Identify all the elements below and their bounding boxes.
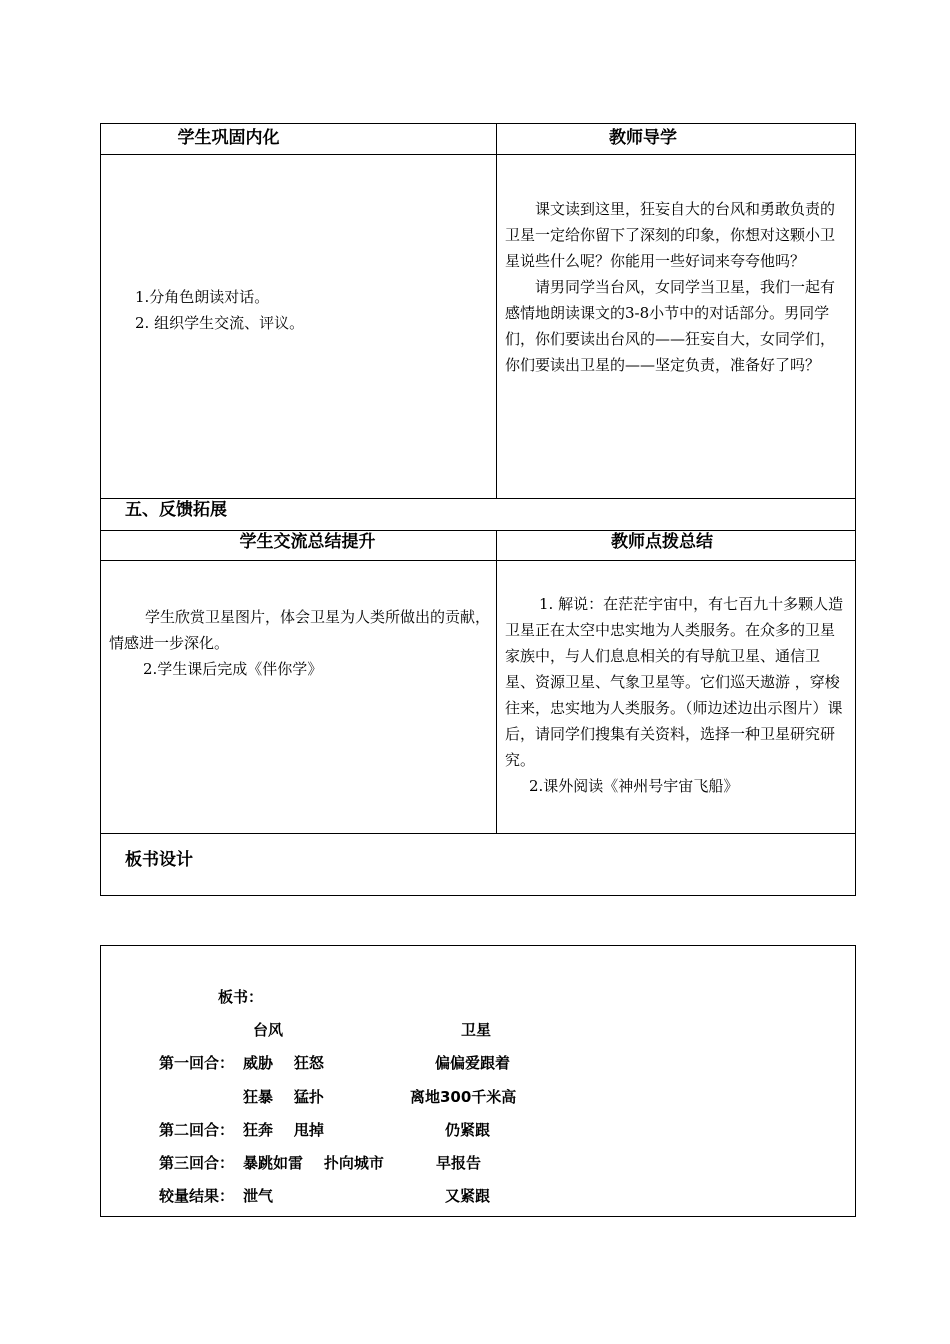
student-summary-text <box>109 604 491 682</box>
box-border-top <box>100 945 856 946</box>
round-label: 第二回合： <box>159 1121 235 1139</box>
round-label: 较量结果： <box>159 1187 235 1205</box>
table-border-bottom <box>100 895 856 896</box>
teacher-summary-text <box>505 591 848 799</box>
list-item: 2. 组织学生交流、评议。 <box>135 314 305 332</box>
table-rule <box>100 833 856 834</box>
column-title-satellite: 卫星 <box>461 1021 492 1039</box>
round-label: 第三回合： <box>159 1154 235 1172</box>
typhoon-actions: 狂奔 甩掉 <box>243 1121 324 1139</box>
board-design-title: 板书设计 <box>125 850 193 870</box>
satellite-actions: 又紧跟 <box>445 1187 491 1205</box>
paragraph: 1. 解说：在茫茫宇宙中，有七百九十多颗人造卫星正在太空中忠实地为人类服务。在众多的卫星家族中，与人们息息相关的有导航卫星、通信卫星、资源卫星、气象卫星等。它们巡天遨游 ，穿梭往来，忠实地为人类服务。（师边述边出示图片）课后，请同学们搜集有关资料，选择一种卫星研究研究。 <box>505 595 844 769</box>
section-title: 五、反馈拓展 <box>125 500 227 520</box>
table-rule <box>100 154 856 155</box>
round-label: 第一回合： <box>159 1054 235 1072</box>
satellite-actions: 离地300千米高 <box>410 1088 517 1106</box>
teacher-guide-text <box>505 196 848 378</box>
table-divider <box>496 123 497 498</box>
paragraph: 请男同学当台风，女同学当卫星，我们一起有感情地朗读课文的3-8小节中的对话部分。男同学们，你们要读出台风的——狂妄自大，女同学们，你们要读出卫星的——坚定负责，准备好了吗？ <box>505 278 836 374</box>
paragraph: 2.学生课后完成《伴你学》 <box>143 660 323 678</box>
table-divider <box>496 530 497 834</box>
paragraph: 课文读到这里，狂妄自大的台风和勇敢负责的卫星一定给你留下了深刻的印象，你想对这颗小卫星说些什么呢？你能用一些好词来夸夸他吗？ <box>505 200 836 270</box>
header-teacher-summary: 教师点拨总结 <box>611 532 713 552</box>
satellite-actions: 早报告 <box>436 1154 482 1172</box>
satellite-actions: 仍紧跟 <box>445 1121 491 1139</box>
typhoon-actions: 狂暴 猛扑 <box>243 1088 324 1106</box>
paragraph: 2.课外阅读《神州号宇宙飞船》 <box>529 777 739 795</box>
paragraph: 学生欣赏卫星图片，体会卫星为人类所做出的贡献，情感进一步深化。 <box>109 608 491 652</box>
header-teacher-guide: 教师导学 <box>609 128 677 148</box>
header-student-consolidate: 学生巩固内化 <box>177 128 280 148</box>
table-border-left <box>100 123 101 896</box>
header-student-summary: 学生交流总结提升 <box>239 532 376 552</box>
typhoon-actions: 泄气 <box>243 1187 274 1205</box>
board-label: 板书： <box>218 988 264 1006</box>
satellite-actions: 偏偏爱跟着 <box>435 1054 511 1072</box>
table-rule <box>100 560 856 561</box>
typhoon-actions: 暴跳如雷 扑向城市 <box>243 1154 384 1172</box>
column-title-typhoon: 台风 <box>253 1021 284 1039</box>
list-item: 1.分角色朗读对话。 <box>135 288 270 306</box>
box-border-bottom <box>100 1216 856 1217</box>
table-border-right <box>855 123 856 896</box>
box-border-left <box>100 945 101 1217</box>
box-border-right <box>855 945 856 1217</box>
typhoon-actions: 威胁 狂怒 <box>243 1054 324 1072</box>
student-activity-list <box>135 284 475 336</box>
